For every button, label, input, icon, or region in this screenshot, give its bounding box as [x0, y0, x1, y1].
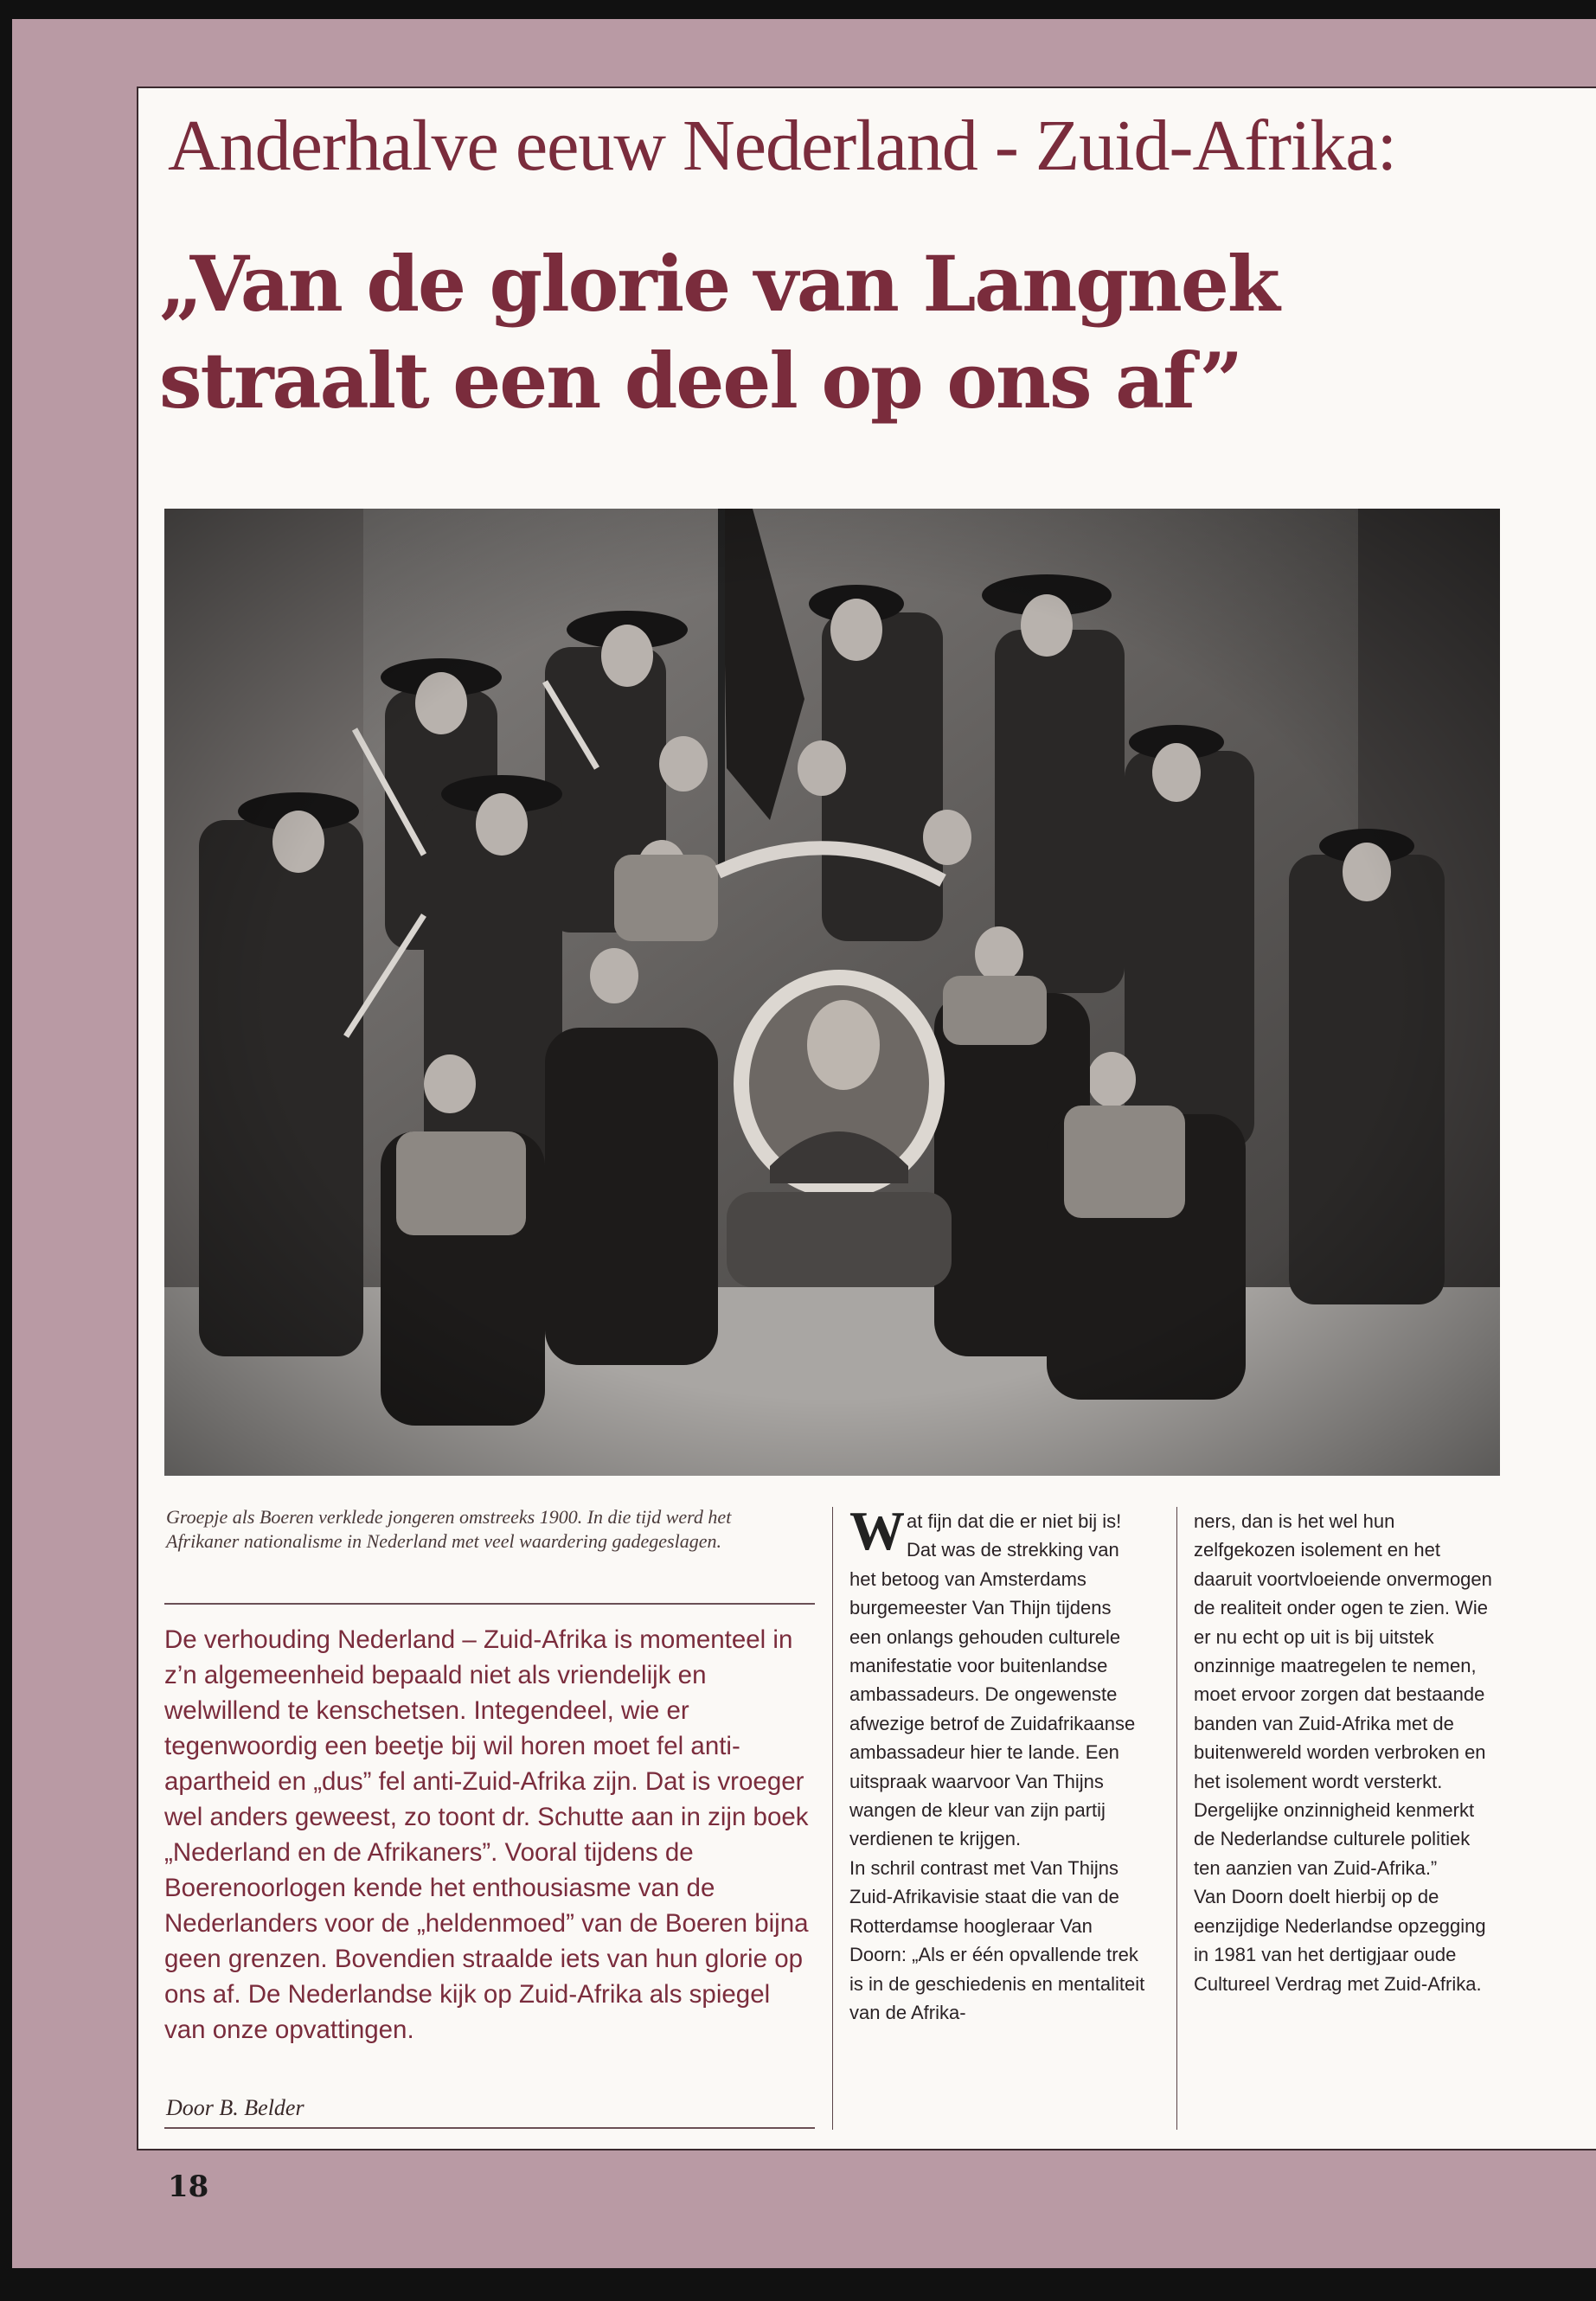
column-divider-2 — [1176, 1507, 1177, 2130]
byline-rule — [164, 2127, 815, 2129]
dropcap: W — [849, 1500, 905, 1561]
historical-group-photo — [164, 509, 1500, 1476]
body-column-1 — [849, 1500, 1147, 2027]
column-divider-1 — [832, 1507, 833, 2130]
article-headline — [159, 235, 1279, 429]
body-column-2: ners, dan is het wel hun zelfgekozen isolement en het daaruit voortvloeiende onvermogen de realiteit onder ogen te zien. Wie er nu echt op uit is bij uitstek onzinnige maatregelen te nemen, moet ervoor zorgen dat bestaande banden van Zuid-Afrika met de buitenwereld worden verbroken en het isolement wordt versterkt. Dergelijke onzinnigheid kenmerkt de Nederlandse culturele politiek ten aanzien van Zuid-Afrika.” Van Doorn doelt hierbij op de eenzijdige Nederlandse opzegging in 1981 van het dertigjaar oude Cultureel Verdrag met Zuid-Afrika. — [1194, 1510, 1492, 1995]
byline: Door B. Belder — [166, 2095, 304, 2120]
group-photo-icon — [164, 509, 1500, 1476]
page-number: 18 — [168, 2170, 209, 2204]
caption-rule — [164, 1603, 815, 1605]
body-column-1-text: at fijn dat die er niet bij is! Dat was de strekking van het betoog van Amsterdams burgemeester Van Thijn tijdens een onlangs gehouden culturele manifestatie voor buitenlandse ambassadeurs. De ongewenste afwezige betrof de Zuidafrikaanse ambassadeur hier te lande. Een uitspraak waarvoor Van Thijns wangen de kleur van zijn partij verdienen te krijgen. In schril contrast met Van Thijns Zuid-Afrikavisie staat die van de Rotterdamse hoogleraar Van Doorn: „Als er één opvallende trek is in de geschiedenis en mentaliteit van de Afrika- — [849, 1510, 1145, 2023]
headline-line-2: straalt een deel op ons af” — [159, 336, 1242, 426]
photo-caption: Groepje als Boeren verklede jongeren omstreeks 1900. In die tijd werd het Afrikaner nationalisme in Nederland met veel waardering gadegeslagen. — [166, 1506, 732, 1552]
lead-paragraph: De verhouding Nederland – Zuid-Afrika is momenteel in z’n algemeenheid bepaald niet als vriendelijk en welwillend te kenschetsen. Integendeel, wie er tegenwoordig een beetje bij wil horen moet fel anti-apartheid en „dus” fel anti-Zuid-Afrika zijn. Dat is vroeger wel anders geweest, zo toont dr. Schutte aan in zijn boek „Nederland en de Afrikaners”. Vooral tijdens de Boerenoorlogen kende het enthousiasme van de Nederlanders voor de „heldenmoed” van de Boeren bijna geen grenzen. Bovendien straalde iets van hun glorie op ons af. De Nederlandse kijk op Zuid-Afrika als spiegel van onze opvattingen. — [164, 1625, 809, 2044]
headline-line-1: „Van de glorie van Langnek — [159, 239, 1279, 329]
article-kicker: Anderhalve eeuw Nederland - Zuid-Afrika: — [168, 106, 1397, 186]
